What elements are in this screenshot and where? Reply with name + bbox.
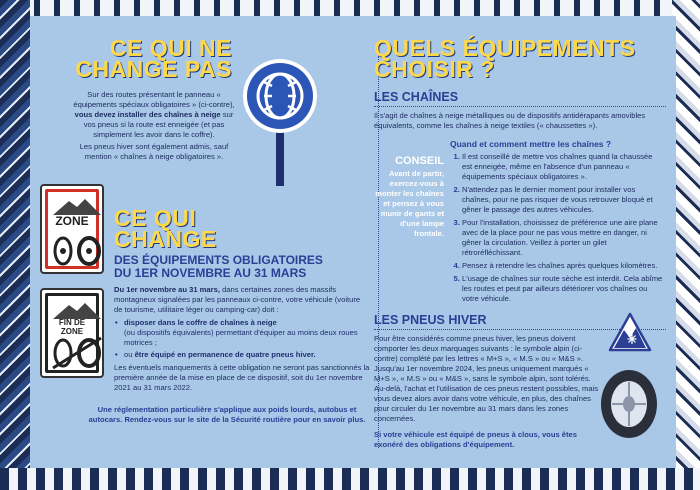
winter-tires-note: Les pneus hiver sont également admis, sauf mention « chaînes à neige obligatoires ». [79,142,229,161]
tires-p2: Jusqu'au 1er novembre 2024, les pneus uniquement marqués « M+S », « M.S » ou « M&S », sans le symbole alpin, sont tolérés. Au-delà, l'achat et l'utilisation de ces pneus restent possibles, mais vous devez alors avoir dans votre véhicule, en plus, des chaînes pour circuler du 1er novembre au 31 mars dans les zones concernées. [374,364,599,423]
tires-text [374,334,600,450]
change-intro: Du 1er novembre au 31 mars, dans certaines zones des massifs montagneux signalées par les panneaux ci-contre, votre véhicule (voiture de tourisme, utilitaire léger ou camping-car) doit : [114,285,361,314]
brochure-panel [30,16,676,468]
list-item: • ou être équipé en permanence de quatre pneus hiver. [124,350,370,360]
alpine-symbol-icon [608,312,652,357]
studded-tires-note: Si votre véhicule est équipé de pneus à clous, vous êtes exonéré des obligations d'équipement. [374,430,577,449]
change-title: CE QUI CHANGE [114,205,217,252]
background-top [0,0,700,16]
advice-title: CONSEIL [395,155,444,167]
chains-details [374,139,666,311]
sanction-note: Les éventuels manquements à cette obligation ne seront pas sanctionnés la première année de la mise en place de ce dispositif, soit du 1er novembre 2021 au 31 mars 2022. [114,363,370,392]
change-section [88,205,370,425]
tire-icon [596,366,662,447]
heavy-vehicles-note: Une réglementation particulière s'applique aux poids lourds, autobus et autocars. Rendez-vous sur le site de la Sécurité routière pour en savoir plus. [88,405,366,424]
list-item: • disposer dans le coffre de chaînes à neige (ou dispositifs équivalents) permettant d'équiper au moins deux roues motrices ; [124,318,370,348]
equipment-title: QUELS ÉQUIPEMENTS CHOISIR ? [374,35,636,82]
end-zone-sign-icon: FIN DE ZONE [40,288,104,378]
steps-list [450,152,664,304]
background-left [0,0,30,490]
change-subtitle: DES ÉQUIPEMENTS OBLIGATOIRES DU 1ER NOVEMBRE AU 31 MARS [114,253,323,280]
list-item: 4. Pensez à retendre les chaînes après quelques kilomètres. [462,261,664,271]
background-right [672,0,700,490]
chains-rule [374,106,666,107]
how-to-title: Quand et comment mettre les chaînes ? [450,139,612,149]
tires-p1: Pour être considérés comme pneus hiver, les pneus doivent comporter les deux marquages suivants : le symbole alpin (ci-contre) complété par les lettres « M+S », « M.S » ou « M&S ». [374,334,584,363]
tires-heading: LES PNEUS HIVER [374,313,487,327]
list-item: 5. L'usage de chaînes sur route sèche est interdit. Cela abîme les routes et peut par ailleurs détériorer vos chaînes ou votre véhicule. [462,274,664,304]
chain-sign-icon [242,56,318,186]
unchanged-section [70,35,238,162]
unchanged-title: CE QUI NE CHANGE PAS [75,35,232,82]
list-item: 3. Pour l'installation, choisissez de préférence une aire plane avec de la place pour ne pas vous mettre en danger, ni gêner la circulation. Veillez à porter un gilet rétroréfléchissant. [462,218,664,258]
background-bottom [0,468,700,490]
zone-sign-icon: ZONE [40,184,104,274]
advice-box [374,155,444,239]
chains-heading: LES CHAÎNES [374,90,459,104]
chains-intro: Il s'agit de chaînes à neige métalliques ou de dispositifs antidérapants amovibles équivalents, comme les chaînes à neige textiles (« chaussettes »). [374,111,646,130]
list-item: 2. N'attendez pas le dernier moment pour installer vos chaînes, pour ne pas risquer de vous retrouver bloqué et gêner le passage des autres véhicules. [462,185,664,215]
obligation-list [114,318,370,360]
advice-text: Avant de partir, exercez-vous à monter les chaînes et pensez à vous munir de gants et d'une lampe frontale. [375,169,444,238]
how-to-block [450,139,664,307]
list-item: 1. Il est conseillé de mettre vos chaînes quand la chaussée est enneigée, même en l'absence d'un panneau « équipements spéciaux obligatoires ». [462,152,664,182]
unchanged-paragraph: Sur des routes présentant le panneau « équipements spéciaux obligatoires » (ci-contre), vous devez installer des chaînes à neige sur vos pneus si la route est enneigée (et pas simplement les avoir dans le coffre). [73,90,235,139]
